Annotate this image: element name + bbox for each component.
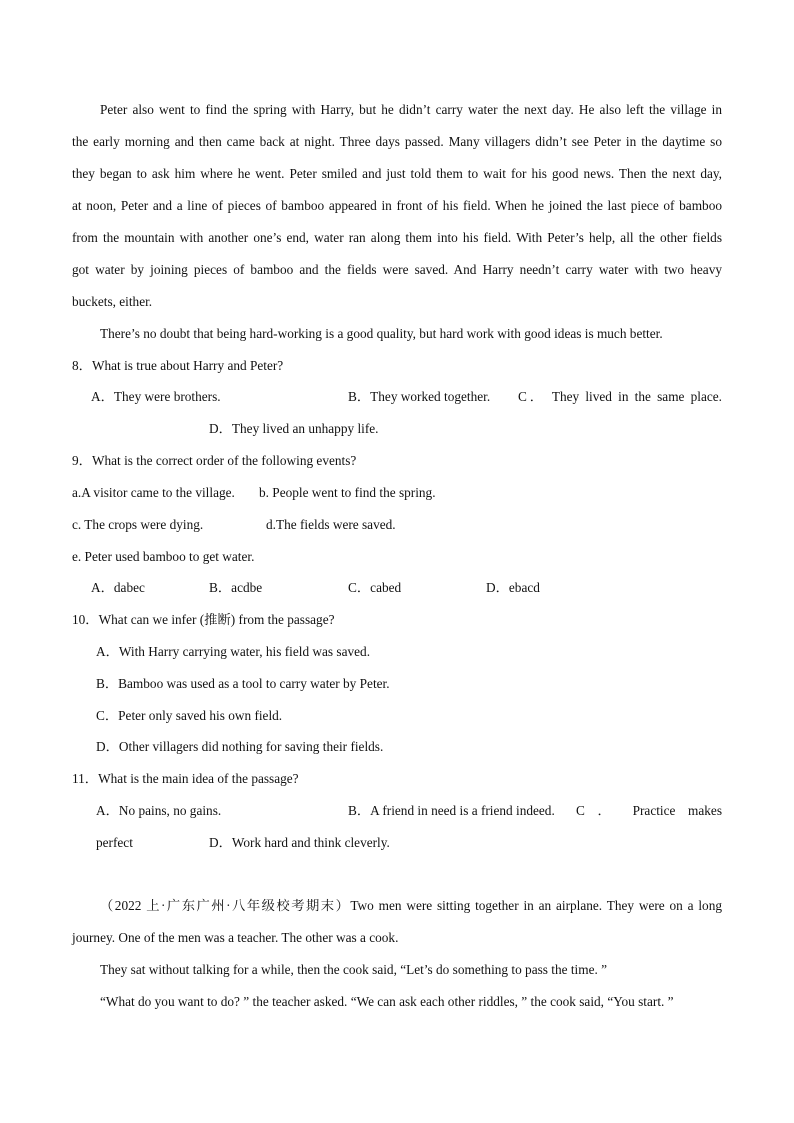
question-11-stem: 11．What is the main idea of the passage? [72, 771, 299, 786]
question-8-stem: 8．What is true about Harry and Peter? [72, 358, 284, 373]
question-9-option-a[interactable]: A．dabec [91, 580, 145, 595]
question-9-option-b[interactable]: B．acdbe [209, 580, 263, 595]
passage-line: they began to ask him where he went. Peter smiled and just told them to wait for his good news. Then the next day, [72, 166, 722, 181]
event-a: a.A visitor came to the village. [72, 485, 235, 500]
question-9-option-c[interactable]: C．cabed [348, 580, 402, 595]
passage-line: got water by joining pieces of bamboo and the fields were saved. And Harry needn’t carry water with two heavy [72, 262, 722, 277]
passage-line: from the mountain with another one’s end, water ran along them into his field. With Peter’s help, all the other fields [72, 230, 722, 245]
event-b: b. People went to find the spring. [259, 485, 436, 500]
passage2-line: （2022 上·广东广州·八年级校考期末）Two men were sitting together in an airplane. They were on a long [100, 898, 722, 913]
question-11-option-c-continued[interactable]: perfect [96, 835, 133, 850]
event-c: c. The crops were dying. [72, 517, 204, 532]
question-10-option-d[interactable]: D．Other villagers did nothing for saving their fields. [96, 739, 384, 754]
passage-line: the early morning and then came back at night. Three days passed. Many villagers didn’t see Peter in the daytime so [72, 134, 722, 149]
question-10-option-c[interactable]: C．Peter only saved his own field. [96, 708, 283, 723]
passage-line: buckets, either. [72, 294, 153, 309]
question-10-option-a[interactable]: A．With Harry carrying water, his field was saved. [96, 644, 371, 659]
question-11-option-b[interactable]: B．A friend in need is a friend indeed. [348, 803, 555, 818]
passage2-line: journey. One of the men was a teacher. The other was a cook. [72, 930, 399, 945]
question-9-option-d[interactable]: D．ebacd [486, 580, 540, 595]
passage-line: Peter also went to find the spring with Harry, but he didn’t carry water the next day. He also left the village in [100, 102, 722, 117]
question-11-option-c[interactable]: C ． Practice makes [576, 803, 722, 818]
question-8-option-a[interactable]: A．They were brothers. [91, 389, 221, 404]
question-10-stem: 10．What can we infer (推断) from the passage? [72, 612, 335, 627]
question-11-option-a[interactable]: A．No pains, no gains. [96, 803, 222, 818]
passage-conclusion: There’s no doubt that being hard-working is a good quality, but hard work with good ideas is much better. [100, 326, 663, 341]
question-8-option-d[interactable]: D．They lived an unhappy life. [209, 421, 379, 436]
event-d: d.The fields were saved. [266, 517, 396, 532]
question-8-option-b[interactable]: B．They worked together. [348, 389, 491, 404]
passage2-line: They sat without talking for a while, then the cook said, “Let’s do something to pass the time. ” [100, 962, 608, 977]
question-8-option-c[interactable]: C． They lived in the same place. [518, 389, 722, 404]
question-9-stem: 9．What is the correct order of the following events? [72, 453, 357, 468]
passage2-line: “What do you want to do? ” the teacher asked. “We can ask each other riddles, ” the cook said, “You start. ” [100, 994, 674, 1009]
question-10-option-b[interactable]: B．Bamboo was used as a tool to carry water by Peter. [96, 676, 390, 691]
event-e: e. Peter used bamboo to get water. [72, 549, 255, 564]
passage-line: at noon, Peter and a line of pieces of bamboo appeared in front of his field. When he joined the last piece of bamboo [72, 198, 722, 213]
question-11-option-d[interactable]: D．Work hard and think cleverly. [209, 835, 390, 850]
